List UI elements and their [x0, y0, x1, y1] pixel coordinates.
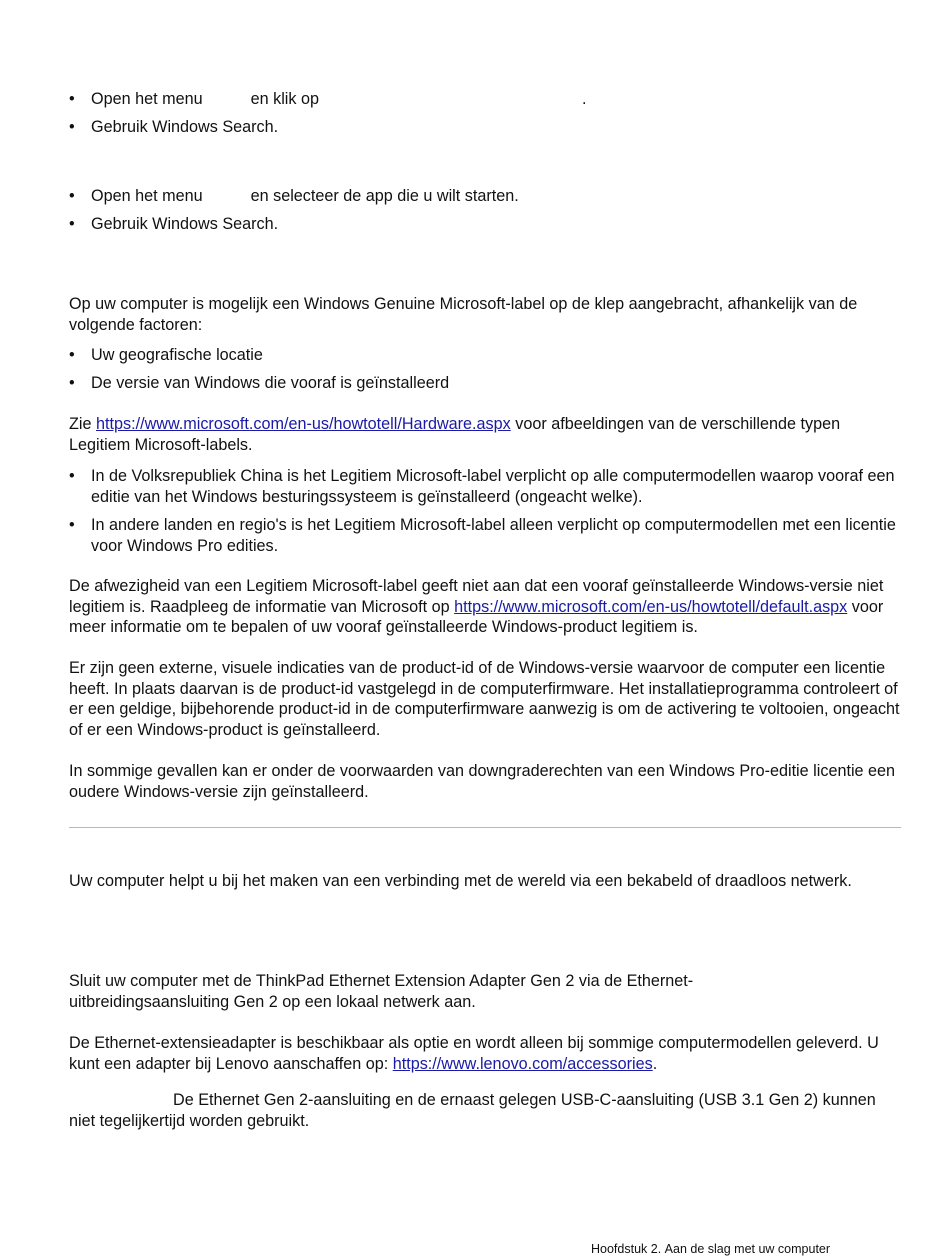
list-item-text	[91, 186, 899, 207]
list-item-text-part: Open het menu	[91, 187, 203, 205]
list-item-text: Gebruik Windows Search.	[91, 215, 279, 233]
ethernet-paragraph: Sluit uw computer met de ThinkPad Ethernet Extension Adapter Gen 2 via de Ethernet-uitbreidingsaansluiting Gen 2 op een lokaal netwerk aan.	[69, 972, 694, 1011]
page-footer	[591, 1242, 830, 1257]
paragraph-text: De Ethernet-extensieadapter is beschikbaar als optie en wordt alleen bij sommige computermodellen geleverd. U kunt een adapter bij Lenovo aanschaffen op:	[69, 1034, 879, 1073]
footer-title: Aan de slag met uw computer	[664, 1242, 831, 1256]
see-paragraph	[69, 414, 901, 455]
adapter-paragraph	[69, 1033, 901, 1074]
note-paragraph: De Ethernet Gen 2-aansluiting en de ernaast gelegen USB-C-aansluiting (USB 3.1 Gen 2) kunnen niet tegelijkertijd worden gebruikt.	[69, 1091, 876, 1130]
bullet-dot: •	[69, 118, 75, 136]
paragraph-text: De afwezigheid van een Legitiem Microsoft-label geeft niet aan dat een vooraf geïnstalleerde Windows-versie niet legitiem is. Raadpleeg de informatie van Microsoft op	[69, 577, 884, 616]
paragraph-text: voor afbeeldingen van de verschillende typen Legitiem Microsoft-labels.	[69, 415, 841, 454]
paragraph-text: voor meer informatie om te bepalen of uw vooraf geïnstalleerde Windows-product legitiem is.	[69, 597, 884, 636]
list-item-text-part: en klik op	[250, 90, 319, 108]
list-item-text: Gebruik Windows Search.	[91, 118, 279, 136]
list-item-text	[91, 89, 899, 110]
microsoft-default-link[interactable]: https://www.microsoft.com/en-us/howtotell/default.aspx	[454, 597, 848, 616]
downgrade-paragraph: In sommige gevallen kan er onder de voorwaarden van downgraderechten van een Windows Pro-editie licentie een oudere Windows-versie zijn geïnstalleerd.	[69, 762, 896, 801]
paragraph-text: Zie	[69, 415, 96, 433]
network-intro-paragraph: Uw computer helpt u bij het maken van een verbinding met de wereld via een bekabeld of draadloos netwerk.	[69, 872, 852, 890]
list-item-text: De versie van Windows die vooraf is geïnstalleerd	[91, 374, 450, 392]
microsoft-hardware-link[interactable]: https://www.microsoft.com/en-us/howtotell/Hardware.aspx	[96, 415, 511, 433]
section-divider	[69, 827, 901, 828]
list-item-text-part: .	[581, 90, 587, 108]
bullet-dot: •	[69, 467, 75, 485]
bullet-dot: •	[69, 90, 75, 108]
bullet-dot: •	[69, 374, 75, 392]
list-item-text: In andere landen en regio's is het Legitiem Microsoft-label alleen verplicht op computermodellen met een licentie voor Windows Pro edities.	[91, 516, 896, 555]
label-intro-paragraph: Op uw computer is mogelijk een Windows Genuine Microsoft-label op de klep aangebracht, afhankelijk van de volgende factoren:	[69, 295, 858, 334]
bullet-dot: •	[69, 215, 75, 233]
list-item-text-part: Open het menu	[91, 90, 203, 108]
bullet-dot: •	[69, 187, 75, 205]
absence-paragraph	[69, 576, 901, 638]
paragraph-text: .	[652, 1054, 658, 1073]
footer-chapter: Hoofdstuk 2.	[591, 1242, 662, 1256]
product-id-paragraph: Er zijn geen externe, visuele indicaties van de product-id of de Windows-versie waarvoor de computer een licentie heeft. In plaats daarvan is de product-id vastgelegd in de computerfirmware. Het installatieprogramma controleert of er een geldige, bijbehorende product-id in de computerfirmware aanwezig is om de activering te voltooien, ongeacht of er een Windows-product is geïnstalleerd.	[69, 659, 900, 739]
list-item-text: Uw geografische locatie	[91, 346, 263, 364]
bullet-dot: •	[69, 516, 75, 534]
lenovo-accessories-link[interactable]: https://www.lenovo.com/accessories	[392, 1054, 653, 1073]
list-item-text-part: en selecteer de app die u wilt starten.	[250, 187, 519, 205]
list-item-text: In de Volksrepubliek China is het Legitiem Microsoft-label verplicht op alle computermodellen waarop vooraf een editie van het Windows besturingssysteem is geïnstalleerd (ongeacht welke).	[91, 467, 895, 506]
bullet-dot: •	[69, 346, 75, 364]
